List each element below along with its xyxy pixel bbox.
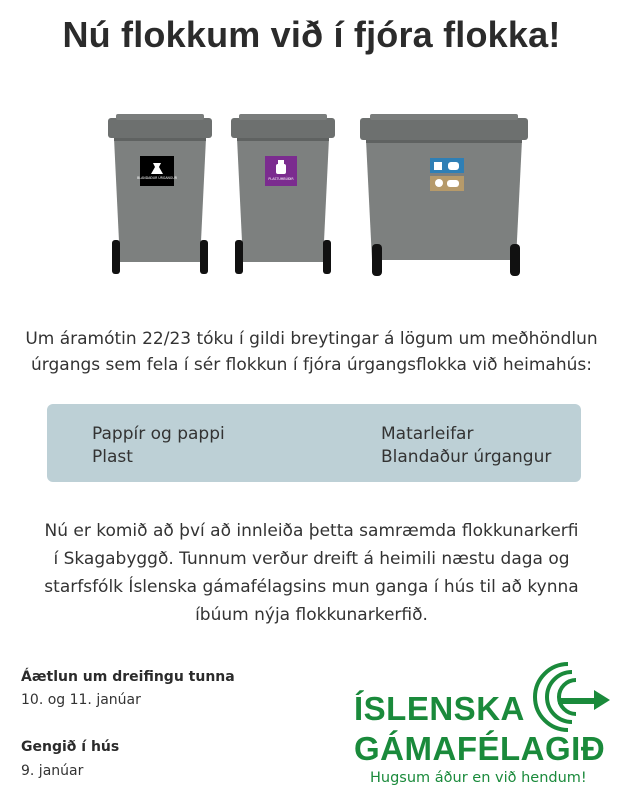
logo-word-2: GÁMAFÉLAGIÐ bbox=[354, 730, 606, 767]
waste-bin-paper-food bbox=[358, 110, 530, 280]
waste-type-paper: Pappír og pappi bbox=[92, 424, 225, 444]
body-line-2: í Skagabyggð. Tunnum verður dreift á heimili næstu daga og bbox=[53, 549, 570, 569]
schedule-heading-visits: Gengið í hús bbox=[21, 739, 120, 755]
waste-type-food: Matarleifar bbox=[381, 424, 474, 444]
body-line-1: Nú er komið að því að innleiða þetta samræmda flokkunarkerfi bbox=[44, 521, 579, 541]
body-line-4: íbúum nýja flokkunarkerfið. bbox=[195, 605, 428, 625]
waste-types-box bbox=[47, 404, 581, 482]
swoosh-logo-icon bbox=[520, 660, 612, 735]
bin-label-plastic: PLASTUMBÚÐIR bbox=[268, 177, 294, 181]
bins-illustration bbox=[0, 110, 623, 285]
body-text bbox=[0, 517, 623, 629]
waste-type-plastic: Plast bbox=[92, 447, 133, 467]
page-title: Nú flokkum við í fjóra flokka! bbox=[62, 14, 561, 55]
waste-type-mixed: Blandaður úrgangur bbox=[381, 447, 552, 467]
bin-label-mixed: BLANDAÐUR ÚRGANGUR bbox=[137, 176, 177, 180]
body-line-3: starfsfólk Íslenska gámafélagsins mun ganga í hús til að kynna bbox=[44, 577, 579, 597]
schedule-heading-distribution: Áætlun um dreifingu tunna bbox=[21, 669, 235, 685]
intro-line-2: úrgangs sem fela í sér flokkun í fjóra úrgangsflokka við heimahús: bbox=[31, 355, 592, 375]
waste-bin-plastic bbox=[227, 110, 339, 280]
schedule-value-visits: 9. janúar bbox=[21, 763, 84, 779]
company-logo bbox=[350, 660, 615, 795]
waste-bin-mixed bbox=[104, 110, 216, 280]
logo-slogan: Hugsum áður en við hendum! bbox=[370, 770, 587, 786]
schedule-value-distribution: 10. og 11. janúar bbox=[21, 692, 141, 708]
intro-line-1: Um áramótin 22/23 tóku í gildi breytingar á lögum um meðhöndlun bbox=[25, 329, 598, 349]
intro-text bbox=[0, 326, 623, 378]
logo-word-1: ÍSLENSKA bbox=[354, 690, 525, 727]
